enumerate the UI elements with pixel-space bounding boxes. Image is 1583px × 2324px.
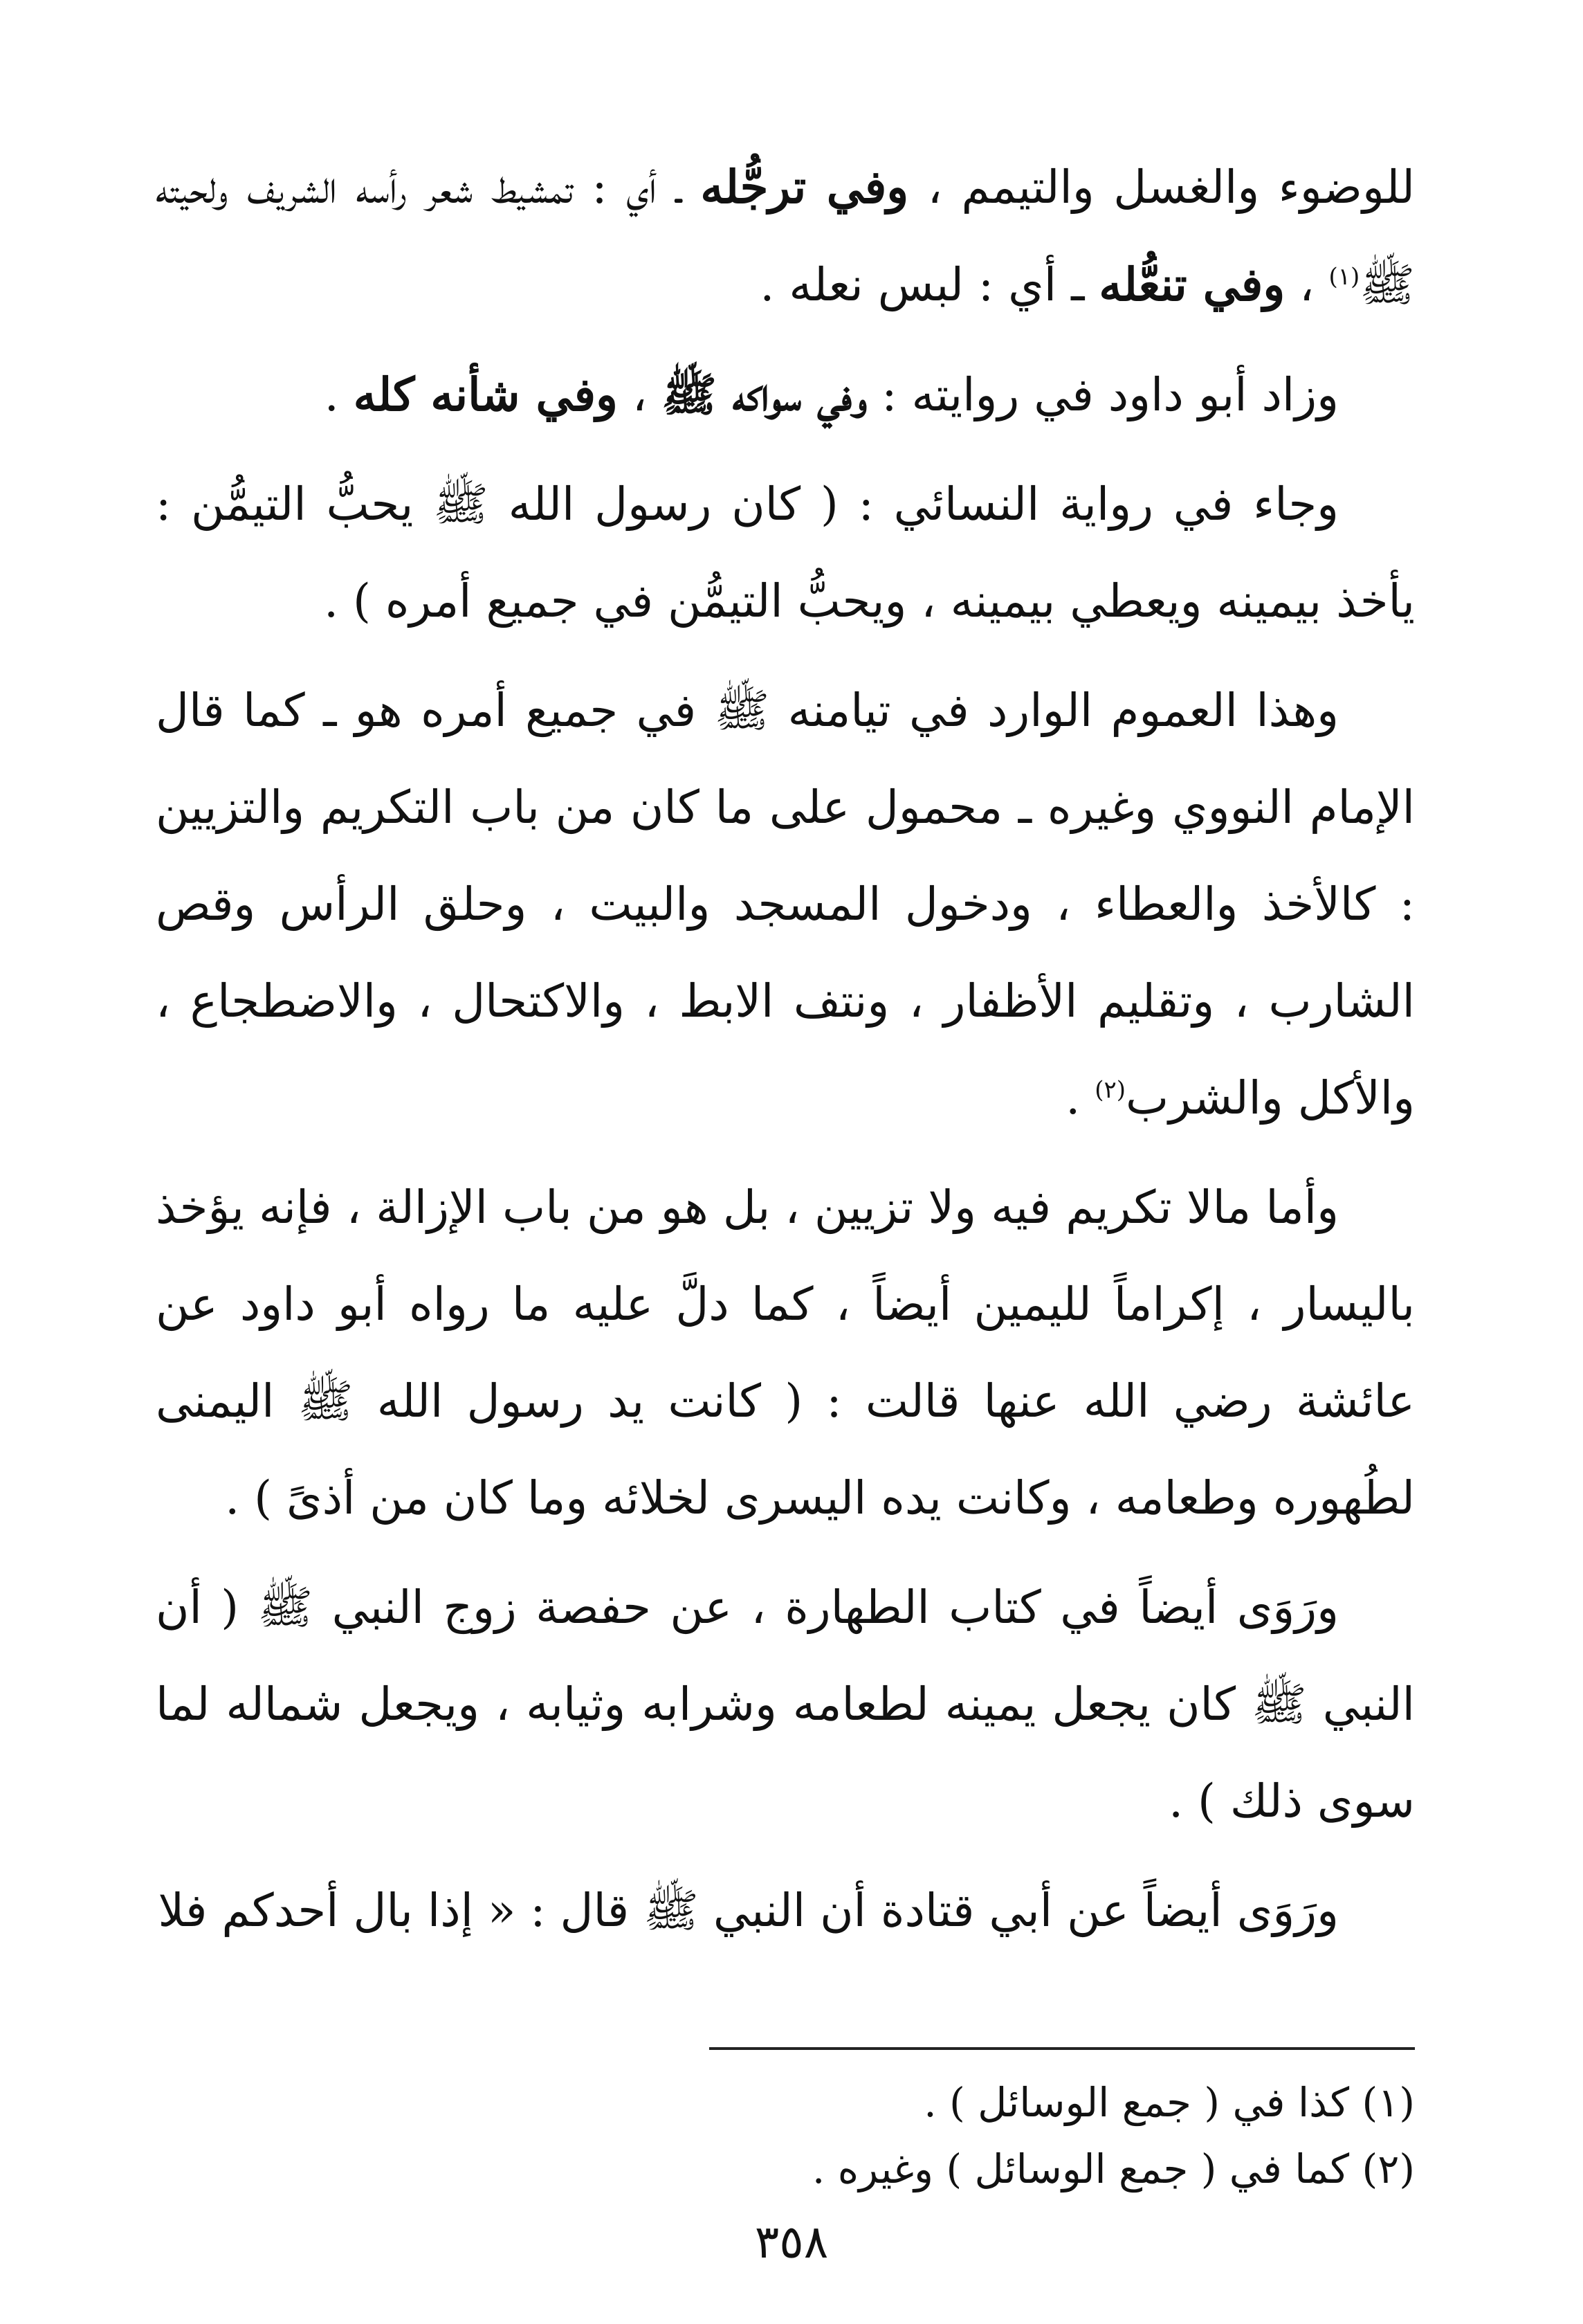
text-segment: ، — [1285, 258, 1329, 311]
footnote-divider — [709, 2047, 1415, 2050]
text-segment: . — [324, 368, 354, 421]
bold-phrase: وفي تنعُّله — [1099, 257, 1285, 311]
paragraph — [156, 456, 1415, 650]
bold-phrase: وفي شأنه كله — [353, 367, 618, 421]
footnote-reference: (١) — [1328, 263, 1360, 291]
footnotes — [239, 2069, 1415, 2202]
footnote-1: (١) كذا في ( جمع الوسائل ) . — [924, 2079, 1415, 2126]
paragraph — [156, 1159, 1415, 1547]
bold-phrase: وفي سواكه ﷺ — [661, 367, 868, 421]
paragraph — [156, 138, 1415, 334]
text-segment: ـ أي : لبس نعله . — [760, 258, 1099, 311]
paragraph — [156, 1559, 1415, 1850]
bold-phrase: وفي ترجُّله — [700, 160, 909, 214]
text-segment: ورَوَى أيضاً عن أبي قتادة أن النبي ﷺ قال : « إذا بال أحدكم فلا — [158, 1884, 1339, 1937]
text-segment: وجاء في رواية النسائي : ( كان رسول الله ﷺ يحبُّ التيمُّن : يأخذ بيمينه ويعطي بيمينه ، ويحبُّ التيمُّن في جميع أمره ) . — [156, 478, 1415, 628]
footnote-reference: (٢) — [1095, 1076, 1126, 1104]
footnote-2: (٢) كما في ( جمع الوسائل ) وغيره . — [812, 2145, 1415, 2193]
paragraph — [156, 346, 1415, 444]
text-segment: ورَوَى أيضاً في كتاب الطهارة ، عن حفصة زوج النبي ﷺ ( أن النبي ﷺ كان يجعل يمينه لطعامه وشرابه وثيابه ، ويجعل شماله لما سوى ذلك ) . — [156, 1581, 1415, 1828]
text-segment: وهذا العموم الوارد في تيامنه ﷺ في جميع أمره هو ـ كما قال الإمام النووي وغيره ـ محمول على ما كان من باب التكريم والتزيين : كالأخذ والعطاء ، ودخول المسجد والبيت ، وحلق الرأس وقص الشارب ، وتقليم الأظفار ، ونتف الابط ، والاكتحال ، والاضطجاع ، والأكل والشرب — [156, 684, 1415, 1125]
page-body — [156, 138, 1415, 1959]
text-segment: وزاد أبو داود في روايته : — [867, 368, 1339, 421]
text-segment: ، — [617, 368, 662, 421]
paragraph — [156, 1862, 1415, 1959]
page-number: ٣٥٨ — [754, 2215, 829, 2269]
text-segment: للوضوء والغسل والتيمم ، — [908, 161, 1416, 214]
paragraph — [156, 662, 1415, 1147]
text-segment: ـ أي : تمشيط شعر رأسه الشريف ولحيته ﷺ — [156, 161, 1415, 311]
text-segment: . — [1065, 1071, 1095, 1125]
text-segment: وأما مالا تكريم فيه ولا تزيين ، بل هو من باب الإزالة ، فإنه يؤخذ باليسار ، إكراماً لليمين أيضاً ، كما دلَّ عليه ما رواه أبو داود عن عائشة رضي الله عنها قالت : ( كانت يد رسول الله ﷺ اليمنى لطُهوره وطعامه ، وكانت يده اليسرى لخلائه وما كان من أذىً ) . — [156, 1181, 1415, 1525]
